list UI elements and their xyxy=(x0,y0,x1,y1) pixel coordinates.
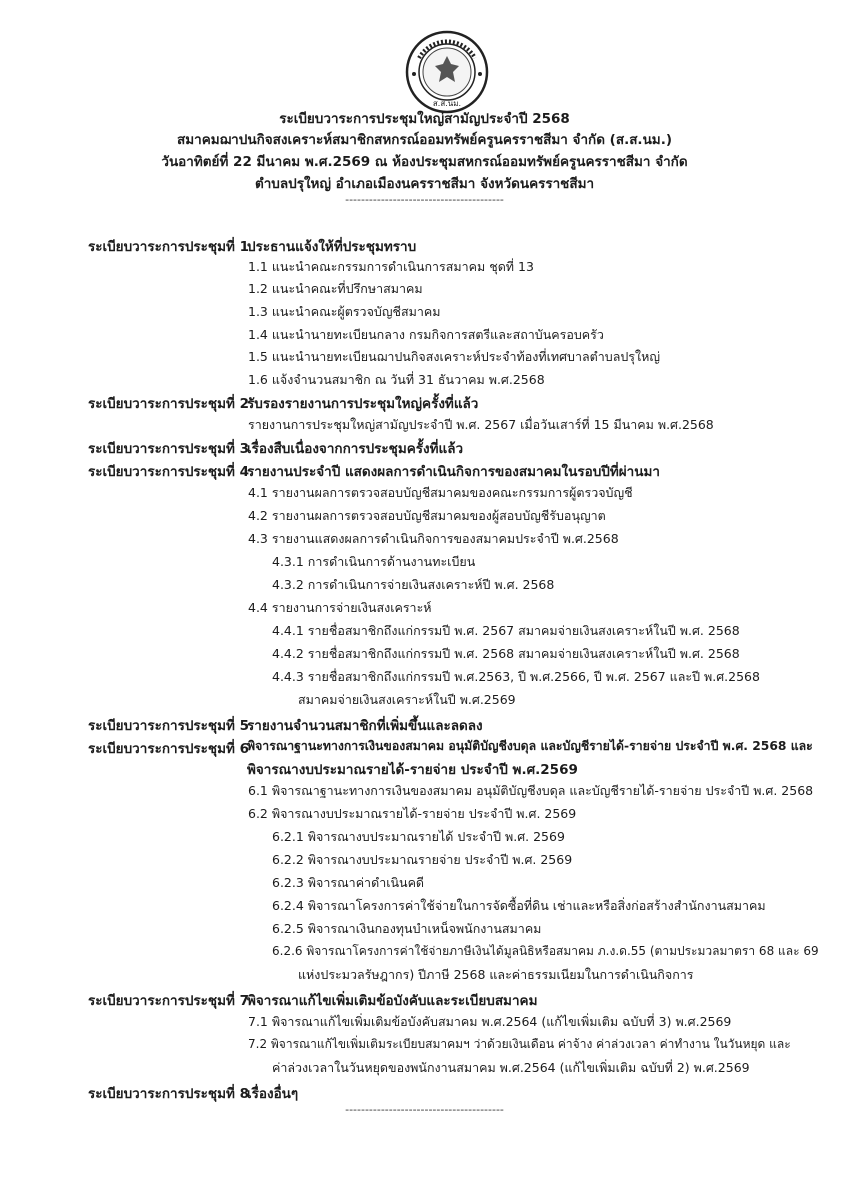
agenda-item: 1.6 แจ้งจำนวนสมาชิก ณ วันที่ 31 ธันวาคม พ.ศ.2568 xyxy=(248,372,545,387)
agenda-subitem: 6.2.5 พิจารณาเงินกองทุนบำเหน็จพนักงานสมาคม xyxy=(272,921,542,936)
agenda-title: รายงานประจำปี แสดงผลการดำเนินกิจการของสมาคมในรอบปีที่ผ่านมา xyxy=(247,464,660,480)
agenda-item: 4.2 รายงานผลการตรวจสอบบัญชีสมาคมของผู้สอบบัญชีรับอนุญาต xyxy=(248,508,606,523)
agenda-title: รายงานจำนวนสมาชิกที่เพิ่มขึ้นและลดลง xyxy=(247,718,483,734)
agenda-title: รับรองรายงานการประชุมใหญ่ครั้งที่แล้ว xyxy=(247,396,479,412)
agenda-item-cont: ค่าล่วงเวลาในวันหยุดของพนักงานสมาคม พ.ศ.2564 (แก้ไขเพิ่มเติม ฉบับที่ 2) พ.ศ.2569 xyxy=(272,1060,750,1075)
agenda-item: 4.3 รายงานแสดงผลการดำเนินกิจการของสมาคมประจำปี พ.ศ.2568 xyxy=(248,531,619,546)
agenda-item: 4.1 รายงานผลการตรวจสอบบัญชีสมาคมของคณะกรรมการผู้ตรวจบัญชี xyxy=(248,485,633,500)
agenda-item: 6.1 พิจารณาฐานะทางการเงินของสมาคม อนุมัติบัญชีงบดุล และบัญชีรายได้-รายจ่าย ประจำปี พ.ศ. 2568 xyxy=(248,783,814,798)
agenda-label: ระเบียบวาระการประชุมที่ 1 xyxy=(88,239,249,255)
agenda-label: ระเบียบวาระการประชุมที่ 5 xyxy=(88,718,249,734)
agenda-item: 1.4 แนะนำนายทะเบียนกลาง กรมกิจการสตรีและสถาบันครอบครัว xyxy=(248,327,604,342)
agenda-item: รายงานการประชุมใหญ่สามัญประจำปี พ.ศ. 2567 เมื่อวันเสาร์ที่ 15 มีนาคม พ.ศ.2568 xyxy=(248,417,714,432)
agenda-title: พิจารณาแก้ไขเพิ่มเติมข้อบังคับและระเบียบสมาคม xyxy=(247,993,538,1009)
agenda-subitem: 4.4.2 รายชื่อสมาชิกถึงแก่กรรมปี พ.ศ. 2568 สมาคมจ่ายเงินสงเคราะห์ในปี พ.ศ. 2568 xyxy=(272,646,740,661)
agenda-label: ระเบียบวาระการประชุมที่ 6 xyxy=(88,741,249,757)
association-seal-logo xyxy=(405,30,489,114)
agenda-item: 7.1 พิจารณาแก้ไขเพิ่มเติมข้อบังคับสมาคม พ.ศ.2564 (แก้ไขเพิ่มเติม ฉบับที่ 3) พ.ศ.2569 xyxy=(248,1014,732,1029)
agenda-subitem: 6.2.6 พิจารณาโครงการค่าใช้จ่ายภาษีเงินได้มูลนิธิหรือสมาคม ภ.ง.ด.55 (ตามประมวลมาตรา 68 และ 69 xyxy=(272,944,819,958)
seal-abbr: ส.ส.นม. xyxy=(432,99,462,108)
agenda-subitem-cont: แห่งประมวลรัษฎากร) ปีภาษี 2568 และค่าธรรมเนียมในการดำเนินกิจการ xyxy=(298,967,694,982)
header-separator: ---------------------------------------- xyxy=(345,193,504,206)
footer-separator: ---------------------------------------- xyxy=(345,1103,504,1116)
agenda-title: เรื่องสืบเนื่องจากการประชุมครั้งที่แล้ว xyxy=(247,441,464,457)
agenda-item: 1.1 แนะนำคณะกรรมการดำเนินการสมาคม ชุดที่ 13 xyxy=(248,259,534,274)
agenda-label: ระเบียบวาระการประชุมที่ 7 xyxy=(88,993,249,1009)
agenda-item: 1.2 แนะนำคณะที่ปรึกษาสมาคม xyxy=(248,281,423,296)
agenda-title: ประธานแจ้งให้ที่ประชุมทราบ xyxy=(247,239,417,255)
agenda-item: 1.3 แนะนำคณะผู้ตรวจบัญชีสมาคม xyxy=(248,304,441,319)
agenda-item: 1.5 แนะนำนายทะเบียนฌาปนกิจสงเคราะห์ประจำท้องที่เทศบาลตำบลปรุใหญ่ xyxy=(248,349,661,364)
meeting-date-venue: วันอาทิตย์ที่ 22 มีนาคม พ.ศ.2569 ณ ห้องประชุมสหกรณ์ออมทรัพย์ครูนครราชสีมา จำกัด xyxy=(161,154,688,170)
agenda-title: เรื่องอื่นๆ xyxy=(247,1086,299,1102)
agenda-subitem: 6.2.4 พิจารณาโครงการค่าใช้จ่ายในการจัดซื้อที่ดิน เช่าและหรือสิ่งก่อสร้างสำนักงานสมาคม xyxy=(272,898,766,913)
agenda-label: ระเบียบวาระการประชุมที่ 8 xyxy=(88,1086,249,1102)
agenda-title-cont: พิจารณางบประมาณรายได้-รายจ่าย ประจำปี พ.ศ.2569 xyxy=(247,762,578,778)
agenda-item: 6.2 พิจารณางบประมาณรายได้-รายจ่าย ประจำปี พ.ศ. 2569 xyxy=(248,806,577,821)
agenda-subitem: 6.2.2 พิจารณางบประมาณรายจ่าย ประจำปี พ.ศ. 2569 xyxy=(272,852,573,867)
agenda-subitem: 4.3.1 การดำเนินการด้านงานทะเบียน xyxy=(272,554,476,569)
agenda-subitem: 4.4.1 รายชื่อสมาชิกถึงแก่กรรมปี พ.ศ. 2567 สมาคมจ่ายเงินสงเคราะห์ในปี พ.ศ. 2568 xyxy=(272,623,740,638)
agenda-subitem: 6.2.1 พิจารณางบประมาณรายได้ ประจำปี พ.ศ. 2569 xyxy=(272,829,565,844)
meeting-location: ตำบลปรุใหญ่ อำเภอเมืองนครราชสีมา จังหวัดนครราชสีมา xyxy=(254,176,595,192)
agenda-subitem: 4.4.3 รายชื่อสมาชิกถึงแก่กรรมปี พ.ศ.2563, ปี พ.ศ.2566, ปี พ.ศ. 2567 และปี พ.ศ.2568 xyxy=(272,669,760,684)
agenda-label: ระเบียบวาระการประชุมที่ 2 xyxy=(88,396,249,412)
association-name: สมาคมฌาปนกิจสงเคราะห์สมาชิกสหกรณ์ออมทรัพย์ครูนครราชสีมา จำกัด (ส.ส.นม.) xyxy=(177,132,672,148)
agenda-item: 4.4 รายงานการจ่ายเงินสงเคราะห์ xyxy=(248,600,432,615)
agenda-item: 7.2 พิจารณาแก้ไขเพิ่มเติมระเบียบสมาคมฯ ว่าด้วยเงินเดือน ค่าจ้าง ค่าล่วงเวลา ค่าทำงาน ในวันหยุด และ xyxy=(248,1037,791,1051)
document-title: ระเบียบวาระการประชุมใหญ่สามัญประจำปี 2568 xyxy=(279,111,570,127)
agenda-subitem-cont: สมาคมจ่ายเงินสงเคราะห์ในปี พ.ศ.2569 xyxy=(298,692,516,707)
agenda-label: ระเบียบวาระการประชุมที่ 3 xyxy=(88,441,249,457)
agenda-subitem: 4.3.2 การดำเนินการจ่ายเงินสงเคราะห์ปี พ.ศ. 2568 xyxy=(272,577,555,592)
agenda-label: ระเบียบวาระการประชุมที่ 4 xyxy=(88,464,249,480)
agenda-subitem: 6.2.3 พิจารณาค่าดำเนินคดี xyxy=(272,875,425,890)
agenda-title: พิจารณาฐานะทางการเงินของสมาคม อนุมัติบัญชีงบดุล และบัญชีรายได้-รายจ่าย ประจำปี พ.ศ. 2568 และ xyxy=(247,739,813,753)
